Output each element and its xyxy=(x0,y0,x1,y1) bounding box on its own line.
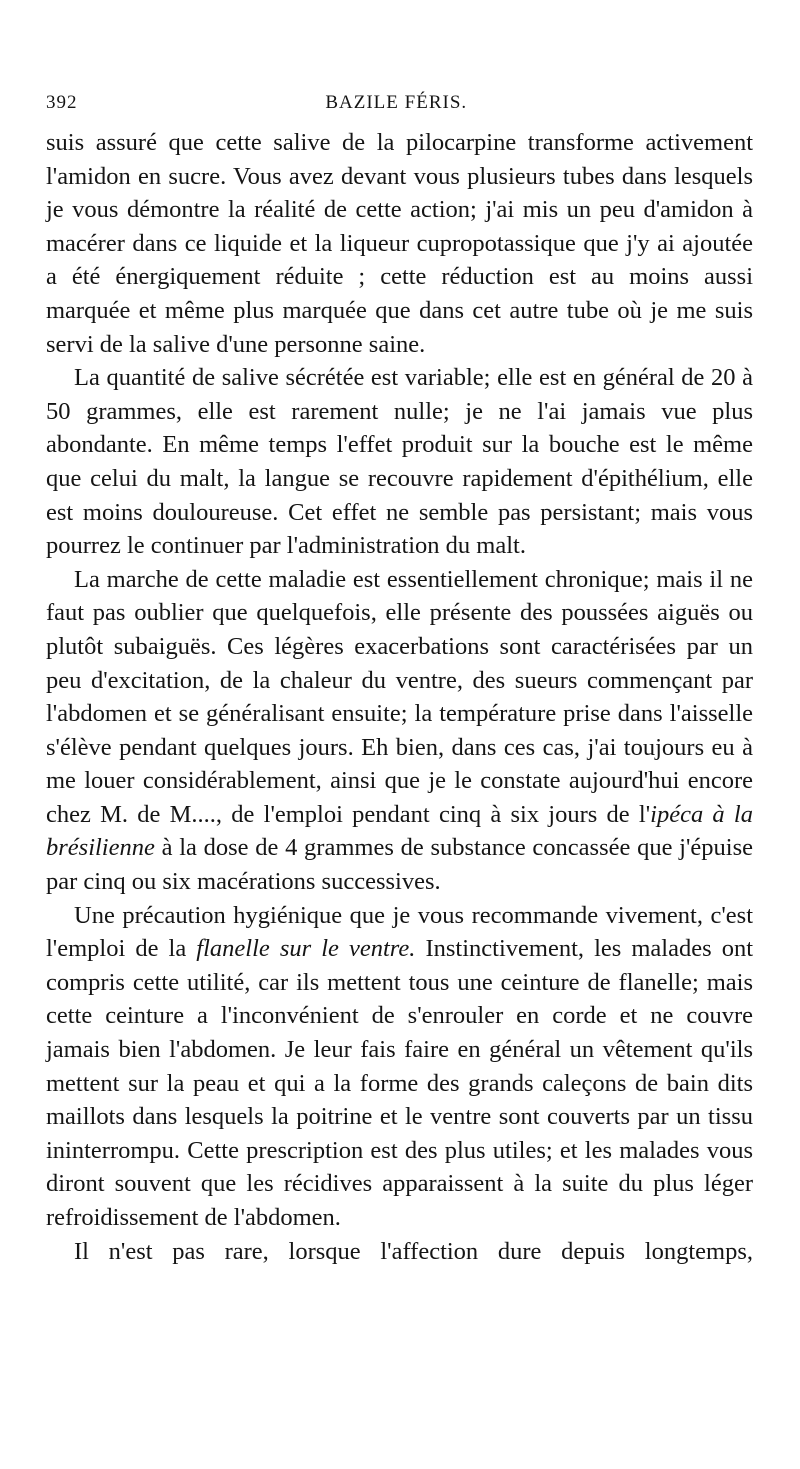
body-text xyxy=(46,126,753,1268)
paragraph xyxy=(46,361,753,563)
paragraph xyxy=(46,126,753,361)
paragraph xyxy=(46,563,753,899)
page-number: 392 xyxy=(46,92,78,113)
text-segment: Une précaution hygiénique que je vous recommande vivement, c'est l'emploi de la xyxy=(46,901,753,963)
text-segment: Instinctivement, les malades ont compris cette utilité, car ils mettent tous une ceinture de flanelle; mais cette ceinture a l'inconvénient de s'enrouler en corde et ne couvre jamais bien l'abdomen. Je leur fais faire en général un vêtement qu'ils mettent sur la peau et qui a la forme des grands caleçons de bain dits maillots dans lesquels la poitrine et le ventre sont couverts par un tissu ininterrompu. Cette prescription est des plus utiles; et les malades vous diront souvent que les récidives apparaissent à la suite du plus léger refroidissement de l'abdomen. xyxy=(46,935,754,1231)
text-segment: Il n'est pas rare, lorsque l'affection dure depuis longtemps, xyxy=(74,1237,753,1265)
text-segment: suis assuré que cette salive de la pilocarpine transforme activement l'amidon en sucre. Vous avez devant vous plusieurs tubes dans lesquels je vous démontre la réalité de cette action; j'ai mis un peu d'amidon à macérer dans ce liquide et la liqueur cupropotassique que j'y ai ajoutée a été énergiquement réduite ; cette réduction est au moins aussi marquée et même plus marquée que dans cet autre tube où je me suis servi de la salive d'une personne saine. xyxy=(46,129,753,358)
book-page xyxy=(46,92,753,1268)
italic-phrase: ipéca à la brésilienne xyxy=(46,800,753,862)
running-head xyxy=(46,92,753,122)
italic-phrase: flanelle sur le ventre. xyxy=(196,935,416,963)
text-segment: La marche de cette maladie est essentiellement chronique; mais il ne faut pas oublier que quelquefois, elle présente des poussées aiguës ou plutôt subaiguës. Ces légères exacerbations sont caractérisées par un peu d'excitation, de la chaleur du ventre, des sueurs commençant par l'abdomen et se généralisant ensuite; la température prise dans l'aisselle s'élève pendant quelques jours. Eh bien, dans ces cas, j'ai toujours eu à me louer considérablement, ainsi que je le constate aujourd'hui encore chez M. de M...., de l'emploi pendant cinq à six jours de l' xyxy=(46,565,753,828)
running-title: BAZILE FÉRIS. xyxy=(325,92,468,113)
text-segment: La quantité de salive sécrétée est variable; elle est en général de 20 à 50 grammes, elle est rarement nulle; je ne l'ai jamais vue plus abondante. En même temps l'effet produit sur la bouche est le même que celui du malt, la langue se recouvre rapidement d'épithélium, elle est moins douloureuse. Cet effet ne semble pas persistant; mais vous pourrez le continuer par l'administration du malt. xyxy=(46,364,753,560)
text-segment: à la dose de 4 grammes de substance concassée que j'épuise par cinq ou six macérations successives. xyxy=(46,834,753,896)
paragraph xyxy=(46,899,753,1235)
paragraph xyxy=(46,1235,753,1269)
